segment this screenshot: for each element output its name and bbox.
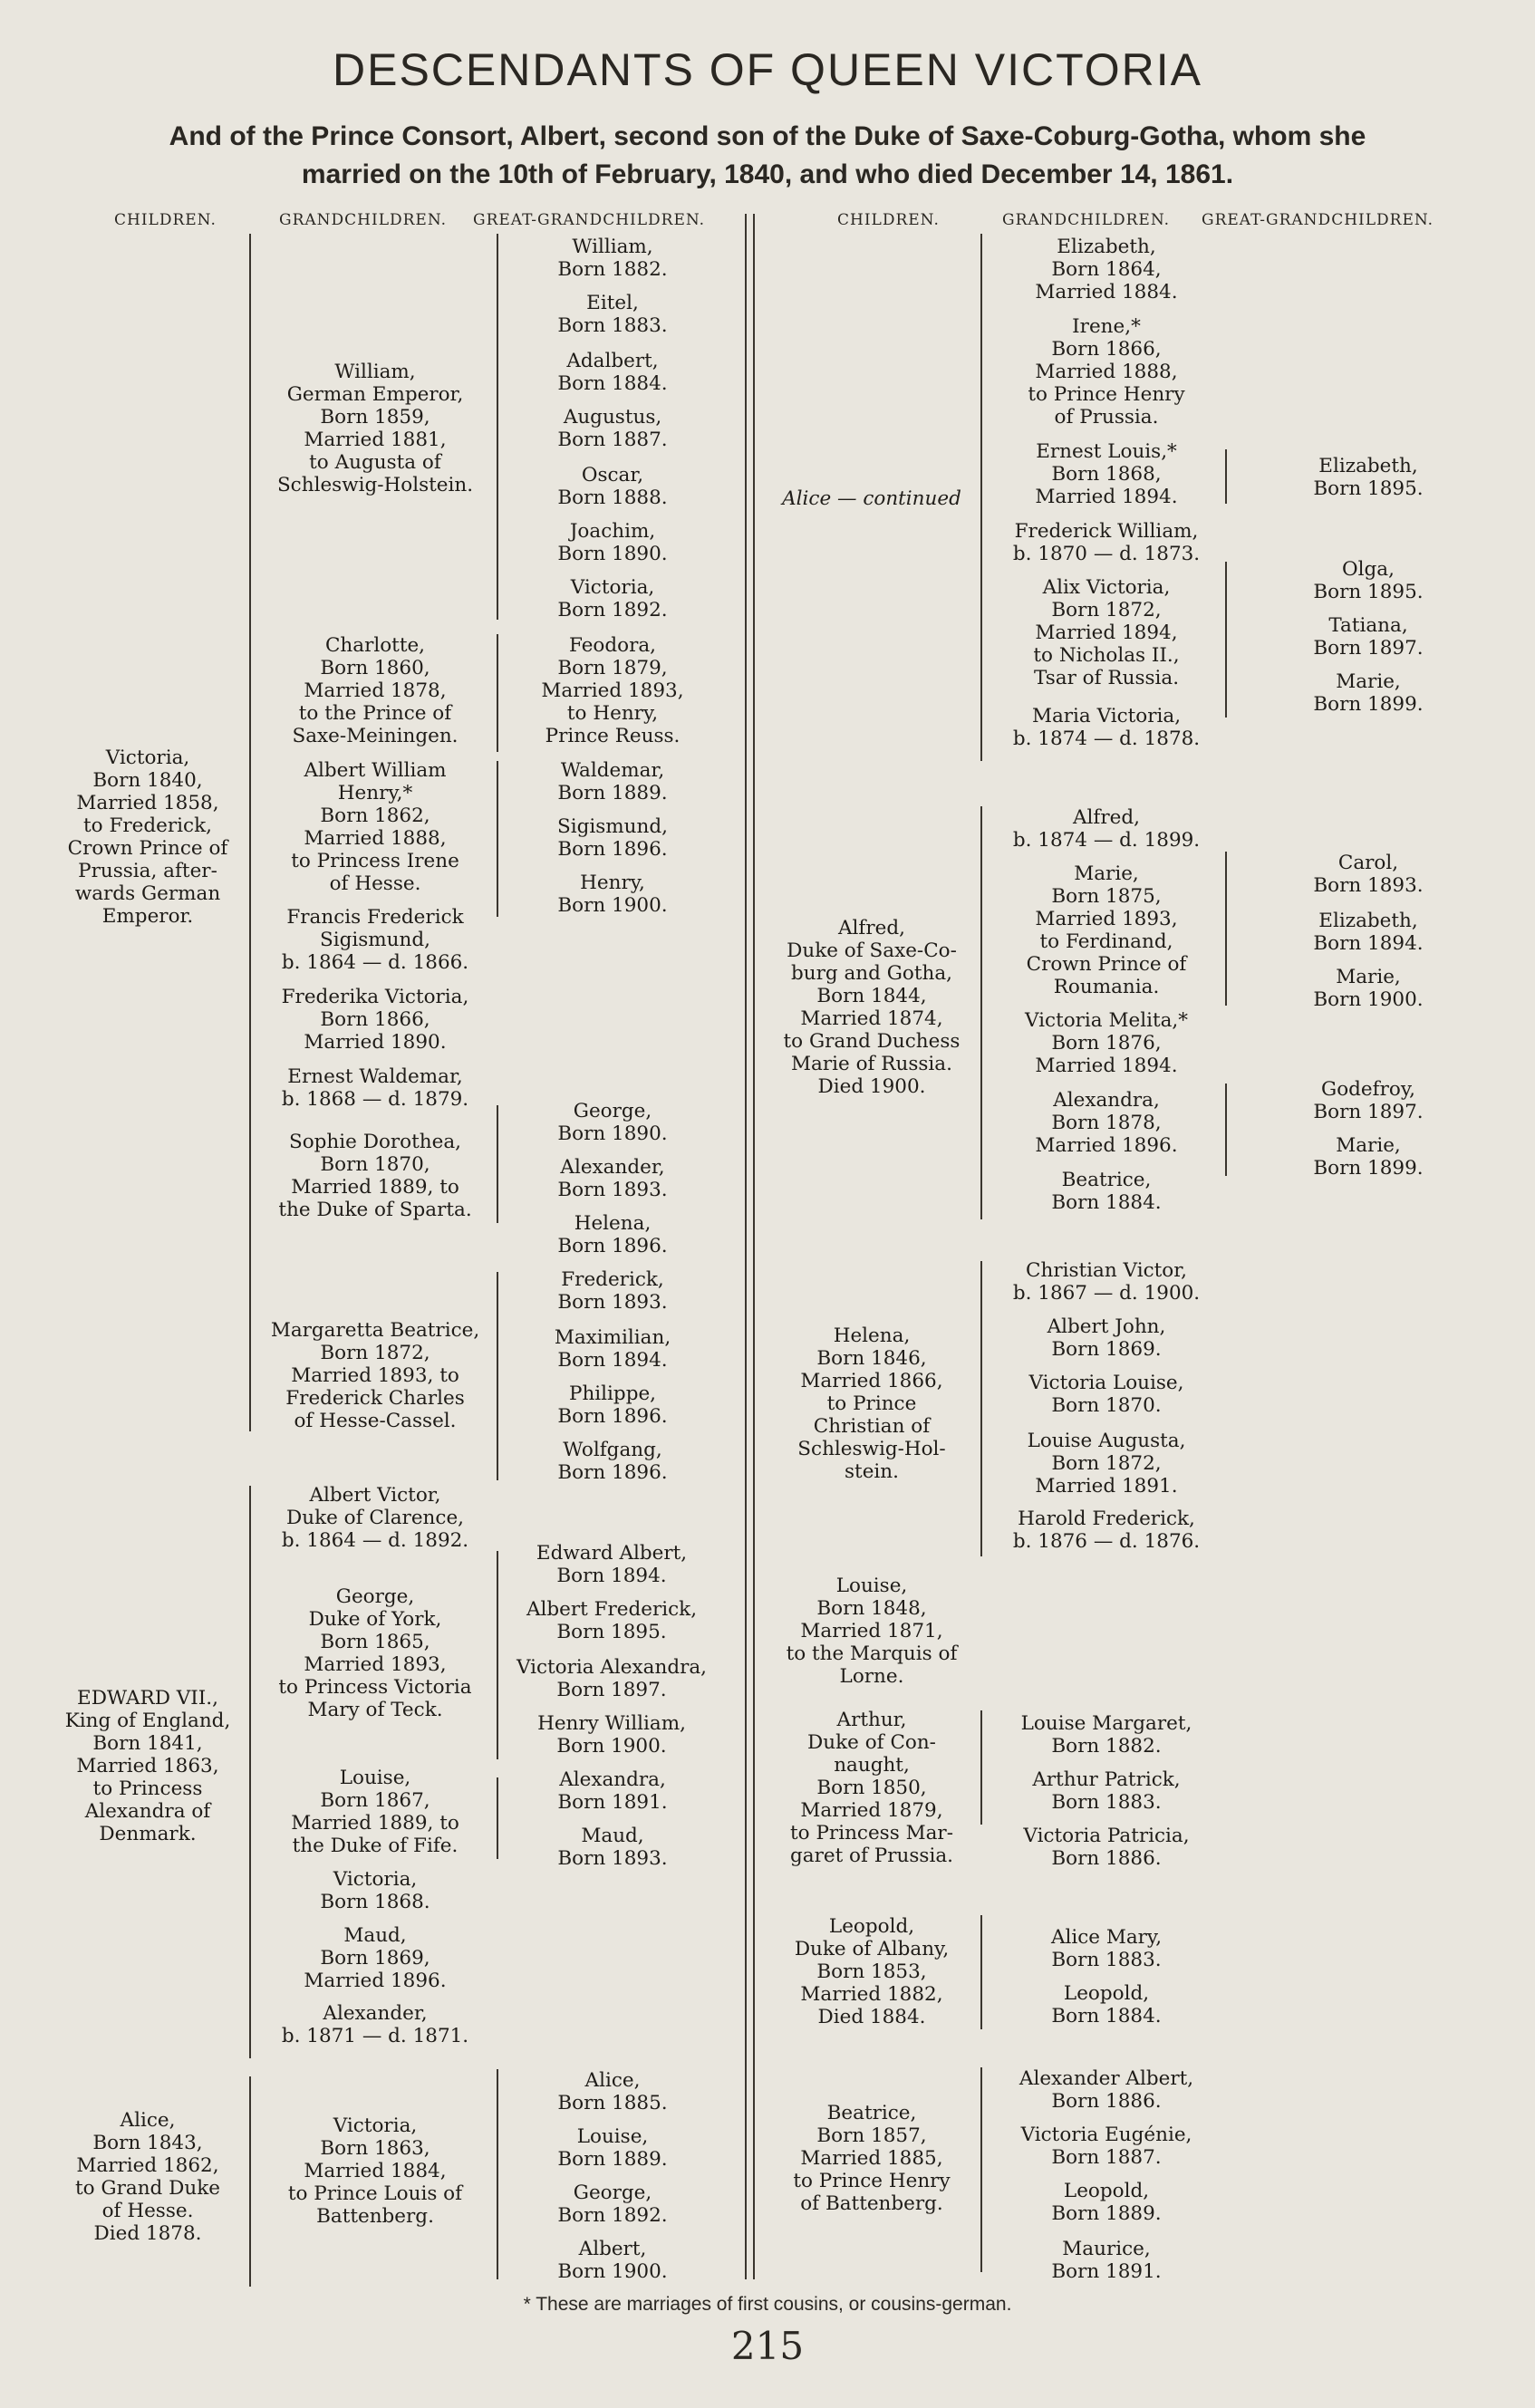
person-entry: Feodora, Born 1879, Married 1893, to Henry, Prince Reuss. [541, 634, 684, 747]
page-subtitle [36, 118, 1499, 194]
person-entry: Victoria, Born 1868. [320, 1868, 430, 1913]
person-entry: Louise Augusta, Born 1872, Married 1891. [1027, 1430, 1186, 1498]
person-entry: Victoria Patricia, Born 1886. [1023, 1825, 1190, 1870]
person-entry: Leopold, Born 1889. [1051, 2180, 1162, 2225]
person-entry: Elizabeth, Born 1895. [1313, 455, 1424, 500]
person-entry: Arthur, Duke of Con- naught, Born 1850, Married 1879, to Princess Mar- garet of Prussia. [790, 1709, 953, 1867]
person-entry: EDWARD VII., King of England, Born 1841, Married 1863, to Princess Alexandra of Denmark. [64, 1687, 231, 1845]
person-entry: Joachim, Born 1890. [557, 520, 668, 565]
person-entry: Irene,* Born 1866, Married 1888, to Prince Henry of Prussia. [1028, 315, 1185, 429]
person-entry: Frederick, Born 1893. [557, 1268, 668, 1314]
person-entry: Maud, Born 1893. [557, 1825, 668, 1870]
person-entry: Albert William Henry,* Born 1862, Married 1888, to Princess Irene of Hesse. [291, 759, 459, 895]
person-entry: Marie, Born 1899. [1313, 670, 1424, 716]
person-entry: Victoria Alexandra, Born 1897. [516, 1656, 708, 1701]
person-entry: Harold Frederick, b. 1876 — d. 1876. [1012, 1507, 1201, 1553]
person-entry: Ernest Waldemar, b. 1868 — d. 1879. [281, 1065, 469, 1111]
person-entry: George, Duke of York, Born 1865, Married 1893, to Princess Victoria Mary of Teck. [278, 1585, 472, 1721]
person-entry: Wolfgang, Born 1896. [557, 1439, 668, 1484]
alice-continued-label: Alice — continued [782, 487, 961, 510]
person-entry: Maud, Born 1869, Married 1896. [304, 1924, 447, 1992]
person-entry: Arthur Patrick, Born 1883. [1032, 1768, 1181, 1814]
person-entry: Philippe, Born 1896. [557, 1382, 668, 1428]
person-entry: Oscar, Born 1888. [557, 464, 668, 509]
person-entry: Alix Victoria, Born 1872, Married 1894, to Nicholas II., Tsar of Russia. [1033, 576, 1180, 689]
person-entry: Louise, Born 1848, Married 1871, to the Marquis of Lorne. [786, 1575, 958, 1688]
person-entry: Alexander Albert, Born 1886. [1019, 2067, 1194, 2113]
person-entry: Beatrice, Born 1857, Married 1885, to Prince Henry of Battenberg. [793, 2102, 951, 2215]
person-entry: Leopold, Duke of Albany, Born 1853, Married 1882, Died 1884. [794, 1915, 950, 2028]
person-entry: Elizabeth, Born 1894. [1313, 910, 1424, 955]
person-entry: Victoria Louise, Born 1870. [1028, 1372, 1184, 1417]
person-entry: Victoria Melita,* Born 1876, Married 1894. [1025, 1009, 1188, 1077]
person-entry: William, Born 1882. [557, 236, 668, 281]
person-entry: Louise Margaret, Born 1882. [1020, 1712, 1192, 1758]
person-entry: Victoria, Born 1840, Married 1858, to Frederick, Crown Prince of Prussia, after- wards German Emperor. [67, 746, 228, 928]
person-entry: Alexander, b. 1871 — d. 1871. [281, 2002, 469, 2047]
person-entry: Alexander, Born 1893. [557, 1156, 668, 1201]
person-entry: Edward Albert, Born 1894. [536, 1542, 688, 1587]
person-entry: George, Born 1890. [557, 1100, 668, 1145]
person-entry: Marie, Born 1899. [1313, 1134, 1424, 1180]
person-entry: Francis Frederick Sigismund, b. 1864 — d. 1866. [281, 906, 469, 974]
person-entry: Alexandra, Born 1891. [557, 1768, 668, 1814]
header-great-grandchildren-left: GREAT-GRANDCHILDREN. [473, 211, 706, 229]
person-entry: Carol, Born 1893. [1313, 852, 1424, 897]
person-entry: Waldemar, Born 1889. [557, 759, 668, 804]
person-entry: Alice Mary, Born 1883. [1050, 1926, 1163, 1971]
person-entry: Alfred, Duke of Saxe-Co- burg and Gotha, Born 1844, Married 1874, to Grand Duchess Marie of Russia. Died 1900. [783, 917, 961, 1098]
person-entry: Victoria, Born 1892. [557, 576, 668, 621]
person-entry: Maximilian, Born 1894. [554, 1326, 671, 1372]
person-entry: Sigismund, Born 1896. [557, 815, 668, 861]
person-entry: Marie, Born 1900. [1313, 966, 1424, 1011]
person-entry: Eitel, Born 1883. [557, 292, 668, 337]
person-entry: Adalbert, Born 1884. [557, 350, 668, 395]
column-divider [753, 214, 755, 2279]
person-entry: Maurice, Born 1891. [1051, 2238, 1162, 2283]
person-entry: Olga, Born 1895. [1313, 558, 1424, 603]
person-entry: Ernest Louis,* Born 1868, Married 1894. [1035, 440, 1178, 508]
person-entry: Albert Frederick, Born 1895. [526, 1598, 698, 1643]
person-entry: Leopold, Born 1884. [1051, 1982, 1162, 2028]
page-number: 215 [730, 2324, 805, 2368]
person-entry: Victoria Eugénie, Born 1887. [1020, 2124, 1192, 2169]
person-entry: Tatiana, Born 1897. [1313, 614, 1424, 660]
person-entry: Alfred, b. 1874 — d. 1899. [1012, 806, 1201, 852]
person-entry: Godefroy, Born 1897. [1313, 1078, 1424, 1123]
header-grandchildren-left: GRANDCHILDREN. [279, 211, 448, 229]
person-entry: Elizabeth, Born 1864, Married 1884. [1035, 236, 1178, 303]
person-entry: Victoria, Born 1863, Married 1884, to Prince Louis of Battenberg. [287, 2114, 463, 2228]
person-entry: Albert, Born 1900. [557, 2238, 668, 2283]
header-children-right: CHILDREN. [837, 211, 940, 229]
person-entry: Alice, Born 1843, Married 1862, to Grand Duke of Hesse. Died 1878. [75, 2109, 220, 2245]
footnote: * These are marriages of first cousins, or cousins-german. [523, 2294, 1012, 2315]
person-entry: Christian Victor, b. 1867 — d. 1900. [1012, 1259, 1201, 1305]
person-entry: Louise, Born 1867, Married 1889, to the Duke of Fife. [291, 1767, 459, 1857]
person-entry: Helena, Born 1846, Married 1866, to Prince Christian of Schleswig-Hol- stein. [797, 1324, 946, 1483]
header-children-left: CHILDREN. [114, 211, 217, 229]
column-divider [745, 214, 747, 2279]
person-entry: Augustus, Born 1887. [557, 406, 668, 451]
person-entry: Frederick William, b. 1870 — d. 1873. [1012, 520, 1201, 565]
person-entry: Sophie Dorothea, Born 1870, Married 1889, to the Duke of Sparta. [278, 1131, 472, 1221]
person-entry: George, Born 1892. [557, 2182, 668, 2227]
person-entry: Henry, Born 1900. [557, 872, 668, 917]
person-entry: Henry William, Born 1900. [537, 1712, 686, 1758]
person-entry: Albert John, Born 1869. [1047, 1315, 1166, 1361]
person-entry: Albert Victor, Duke of Clarence, b. 1864 — d. 1892. [281, 1484, 469, 1552]
page-title: DESCENDANTS OF QUEEN VICTORIA [333, 44, 1202, 95]
header-grandchildren-right: GRANDCHILDREN. [1002, 211, 1171, 229]
person-entry: Margaretta Beatrice, Born 1872, Married 1893, to Frederick Charles of Hesse-Cassel. [270, 1319, 480, 1432]
person-entry: Frederika Victoria, Born 1866, Married 1890. [281, 986, 469, 1054]
subtitle-line-2: married on the 10th of February, 1840, and who died December 14, 1861. [301, 159, 1234, 189]
person-entry: Beatrice, Born 1884. [1051, 1169, 1162, 1214]
person-entry: Charlotte, Born 1860, Married 1878, to the Prince of Saxe-Meiningen. [292, 634, 459, 747]
person-entry: William, German Emperor, Born 1859, Married 1881, to Augusta of Schleswig-Holstein. [276, 361, 474, 496]
person-entry: Helena, Born 1896. [557, 1212, 668, 1257]
person-entry: Maria Victoria, b. 1874 — d. 1878. [1012, 705, 1201, 750]
person-entry: Alexandra, Born 1878, Married 1896. [1035, 1089, 1178, 1157]
person-entry: Alice, Born 1885. [557, 2069, 668, 2114]
subtitle-line-1: And of the Prince Consort, Albert, second son of the Duke of Saxe-Coburg-Gotha, whom she [169, 121, 1366, 151]
person-entry: Marie, Born 1875, Married 1893, to Ferdinand, Crown Prince of Roumania. [1026, 862, 1187, 998]
person-entry: Louise, Born 1889. [557, 2125, 668, 2171]
header-great-grandchildren-right: GREAT-GRANDCHILDREN. [1202, 211, 1434, 229]
